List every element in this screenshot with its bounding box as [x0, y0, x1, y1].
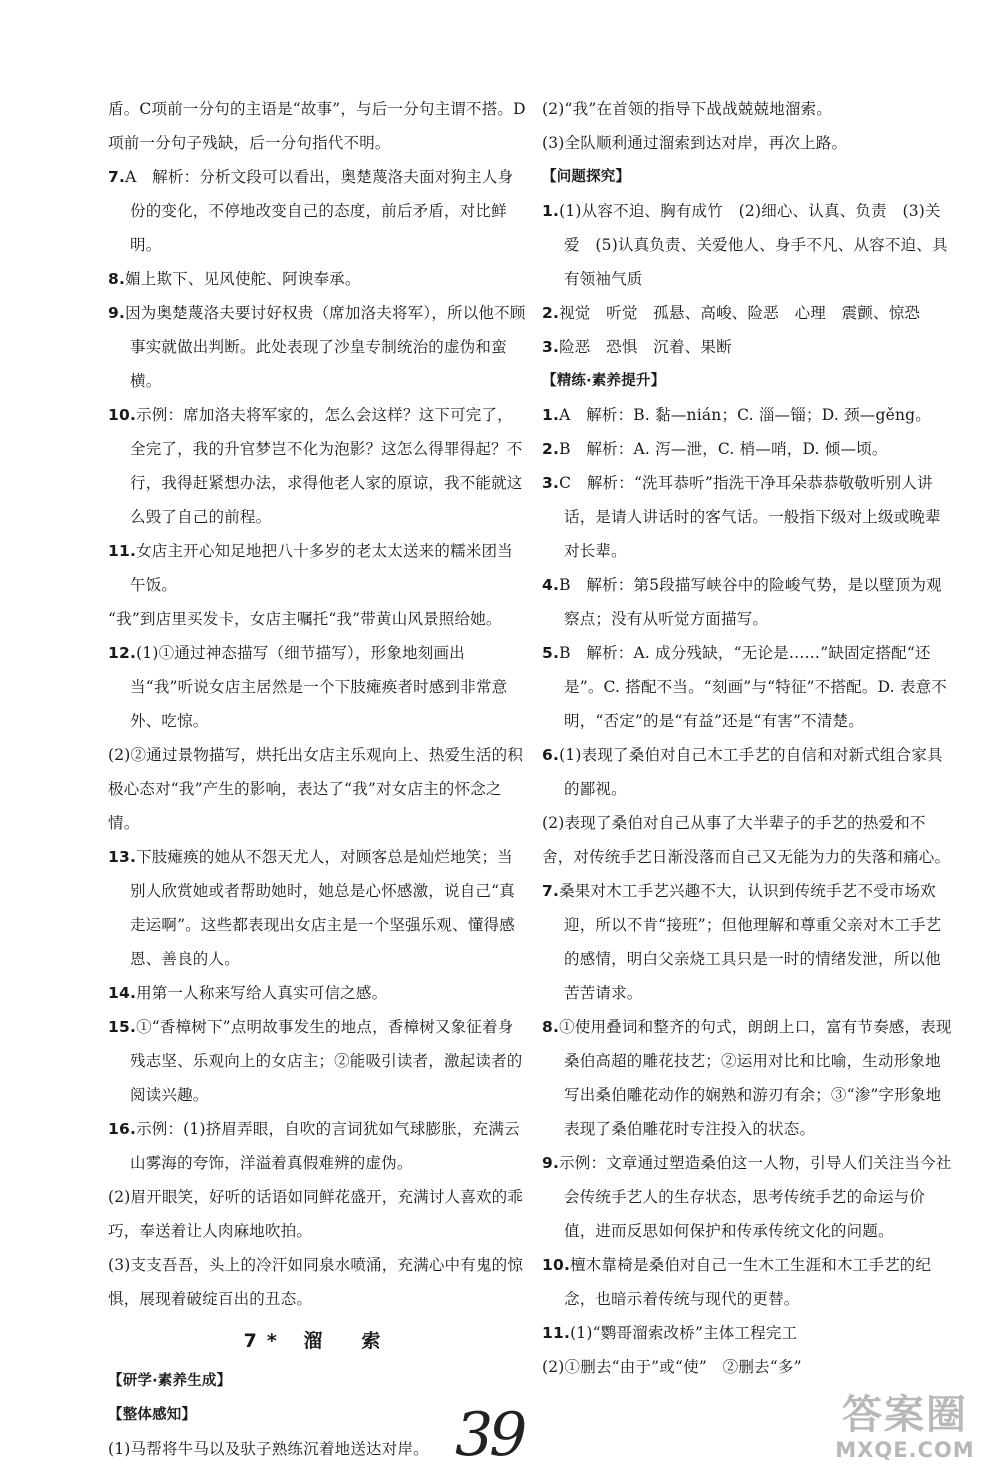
item-number: 6.	[542, 746, 560, 764]
answer-item	[108, 840, 526, 976]
item-text: 示例：(1)挤眉弄眼，自吹的言词犹如气球膨胀，充满云山雾海的夸饰，洋溢着真假难辨的虚伪。	[130, 1120, 520, 1172]
answer-item	[542, 738, 952, 806]
item-number: 5.	[542, 644, 560, 662]
answer-item	[108, 398, 526, 534]
item-text: (2)眉开眼笑，好听的话语如同鲜花盛开，充满讨人喜欢的乖巧，奉送着让人肉麻地吹拍。	[108, 1188, 524, 1240]
answer-item	[108, 1180, 526, 1248]
answer-item	[108, 976, 526, 1010]
item-text: (3)全队顺利通过溜索到达对岸，再次上路。	[542, 134, 848, 152]
watermark-logo	[820, 1392, 990, 1472]
answer-item	[108, 262, 526, 296]
answer-item	[108, 92, 526, 160]
item-text: 用第一人称来写给人真实可信之感。	[136, 984, 388, 1002]
item-text: (1)马帮将牛马以及驮子熟练沉着地送达对岸。	[108, 1440, 429, 1458]
item-number: 10.	[542, 1256, 571, 1274]
item-text: B 解析：A. 成分残缺，“无论是……”缺固定搭配“还是”。C. 搭配不当。“刻画”与“特征”不搭配。D. 表意不明，“否定”的是“有益”还是“有害”不清楚。	[559, 644, 948, 730]
item-text: 【整体感知】	[108, 1407, 197, 1423]
item-number: 11.	[108, 542, 137, 560]
item-text: (1)从容不迫、胸有成竹 (2)细心、认真、负责 (3)关爱 (5)认真负责、关爱他人、身手不凡、从容不迫、具有领袖气质	[559, 202, 948, 288]
answer-item	[542, 1248, 952, 1316]
item-text: C 解析：“洗耳恭听”指洗干净耳朵恭恭敬敬听别人讲话，是请人讲话时的客气话。一般指下级对上级或晚辈对长辈。	[559, 474, 941, 560]
item-text: 示例：席加洛夫将军家的，怎么会这样？这下可完了，全完了，我的升官梦岂不化为泡影？这怎么得罪得起？不行，我得赶紧想办法，求得他老人家的原谅，我不能就这么毁了自己的前程。	[130, 406, 523, 526]
item-text: (1)①通过神态描写（细节描写），形象地刻画出当“我”听说女店主居然是一个下肢瘫痪者时感到非常意外、吃惊。	[130, 644, 508, 730]
answer-item	[542, 194, 952, 296]
item-number: 2.	[542, 304, 560, 322]
item-text: B 解析：A. 泻—泄，C. 梢—哨，D. 倾—顷。	[559, 440, 888, 458]
answer-item	[542, 806, 952, 874]
answer-item	[542, 296, 952, 330]
item-text: A 解析：分析文段可以看出，奥楚蔑洛夫面对狗主人身份的变化，不停地改变自己的态度，前后矛盾，对比鲜明。	[125, 168, 514, 254]
answer-item	[542, 1316, 952, 1350]
item-number: 8.	[108, 270, 126, 288]
item-number: 1.	[542, 202, 560, 220]
item-number: 11.	[542, 1324, 571, 1342]
answer-item	[542, 398, 952, 432]
item-text: ①使用叠词和整齐的句式，朗朗上口，富有节奏感，表现桑伯高超的雕花技艺；②运用对比和比喻，生动形象地写出桑伯雕花动作的娴熟和游刃有余；③“渗”字形象地表现了桑伯雕花时专注投入的状态。	[559, 1018, 952, 1138]
item-text: (2)“我”在首领的指导下战战兢兢地溜索。	[542, 100, 833, 118]
answer-item	[542, 126, 952, 160]
item-text: 【精练·素养提升】	[542, 373, 666, 389]
answer-item	[542, 466, 952, 568]
item-text: 视觉 听觉 孤悬、高峻、险恶 心理 震颤、惊恐	[559, 304, 921, 322]
answer-item	[542, 568, 952, 636]
item-text: 【问题探究】	[542, 169, 631, 185]
lesson-title: 7* 溜 索	[243, 1330, 391, 1352]
answer-item	[108, 296, 526, 398]
item-text: B 解析：第5段描写峡谷中的险峻气势，是以壁顶为观察点；没有从听觉方面描写。	[559, 576, 942, 628]
watermark-title: 答案圈	[842, 1392, 968, 1438]
item-text: 示例：文章通过塑造桑伯这一人物，引导人们关注当今社会传统手艺人的生存状态，思考传统手艺的命运与价值，进而反思如何保护和传承传统文化的问题。	[559, 1154, 952, 1240]
item-text: ①“香樟树下”点明故事发生的地点，香樟树又象征着身残志坚、乐观向上的女店主；②能吸引读者，激起读者的阅读兴趣。	[130, 1018, 523, 1104]
item-text: 女店主开心知足地把八十多岁的老太太送来的糯米团当午饭。	[130, 542, 513, 594]
item-number: 3.	[542, 474, 560, 492]
item-number: 10.	[108, 406, 137, 424]
left-column	[108, 92, 526, 1466]
answer-item	[108, 738, 526, 840]
item-text: (2)表现了桑伯对自己从事了大半辈子的手艺的热爱和不舍，对传统手艺日渐没落而自己又无能为力的失落和痛心。	[542, 814, 951, 866]
answer-item	[542, 1146, 952, 1248]
item-number: 14.	[108, 984, 137, 1002]
item-number: 9.	[108, 304, 126, 322]
item-number: 12.	[108, 644, 137, 662]
item-number: 2.	[542, 440, 560, 458]
item-text: 险恶 恐惧 沉着、果断	[559, 338, 732, 356]
item-number: 8.	[542, 1018, 560, 1036]
answer-item	[108, 1248, 526, 1316]
answer-item	[542, 330, 952, 364]
item-number: 7.	[108, 168, 126, 186]
item-number: 15.	[108, 1018, 137, 1036]
item-text: 檀木靠椅是桑伯对自己一生木工生涯和木工手艺的纪念，也暗示着传统与现代的更替。	[564, 1256, 932, 1308]
item-text: 盾。C项前一分句的主语是“故事”，与后一分句主谓不搭。D项前一分句子残缺，后一分句指代不明。	[108, 100, 526, 152]
item-text: 下肢瘫痪的她从不怨天尤人，对顾客总是灿烂地笑；当别人欣赏她或者帮助她时，她总是心怀感激，说自己“真走运啊”。这些都表现出女店主是一个坚强乐观、懂得感恩、善良的人。	[130, 848, 515, 968]
answer-item	[108, 160, 526, 262]
item-text: (1)表现了桑伯对自己木工手艺的自信和对新式组合家具的鄙视。	[559, 746, 943, 798]
right-column	[542, 92, 952, 1384]
answer-item	[108, 636, 526, 738]
page-number: 39	[455, 1400, 524, 1470]
item-text: (1)“鹦哥溜索改桥”主体工程完工	[570, 1324, 798, 1342]
answer-item	[108, 1112, 526, 1180]
answer-item	[542, 92, 952, 126]
item-number: 16.	[108, 1120, 137, 1138]
item-number: 1.	[542, 406, 560, 424]
item-number: 4.	[542, 576, 560, 594]
item-text: “我”到店里买发卡，女店主嘱托“我”带黄山风景照给她。	[108, 610, 502, 628]
item-number: 7.	[542, 882, 560, 900]
item-number: 9.	[542, 1154, 560, 1172]
answer-item	[542, 1350, 952, 1384]
answer-item	[542, 874, 952, 1010]
item-text: (2)①删去“由于”或“使” ②删去“多”	[542, 1358, 802, 1376]
answer-item	[108, 534, 526, 602]
section-header	[108, 1364, 526, 1398]
item-text: 【研学·素养生成】	[108, 1373, 232, 1389]
answer-item	[542, 1010, 952, 1146]
section-header	[542, 364, 952, 398]
answer-item	[542, 432, 952, 466]
section-header	[542, 160, 952, 194]
item-text: 因为奥楚蔑洛夫要讨好权贵（席加洛夫将军），所以他不顾事实就做出判断。此处表现了沙皇专制统治的虚伪和蛮横。	[125, 304, 526, 390]
answer-item	[108, 602, 526, 636]
answer-item	[108, 1010, 526, 1112]
watermark-url: MXQE.COM	[835, 1438, 975, 1462]
item-text: A 解析：B. 黏—nián；C. 淄—锱；D. 颈—gěng。	[559, 406, 931, 424]
item-number: 3.	[542, 338, 560, 356]
item-number: 13.	[108, 848, 137, 866]
item-text: (2)②通过景物描写，烘托出女店主乐观向上、热爱生活的积极心态对“我”产生的影响，表达了“我”对女店主的怀念之情。	[108, 746, 524, 832]
item-text: 桑果对木工手艺兴趣不大，认识到传统手艺不受市场欢迎，所以不肯“接班”；但他理解和尊重父亲对木工手艺的感情，明白父亲烧工具只是一时的情绪发泄，所以他苦苦请求。	[559, 882, 942, 1002]
item-text: (3)支支吾吾，头上的冷汗如同泉水喷涌，充满心中有鬼的惊惧，展现着破绽百出的丑态。	[108, 1256, 524, 1308]
item-text: 媚上欺下、见风使舵、阿谀奉承。	[125, 270, 361, 288]
answer-item	[542, 636, 952, 738]
